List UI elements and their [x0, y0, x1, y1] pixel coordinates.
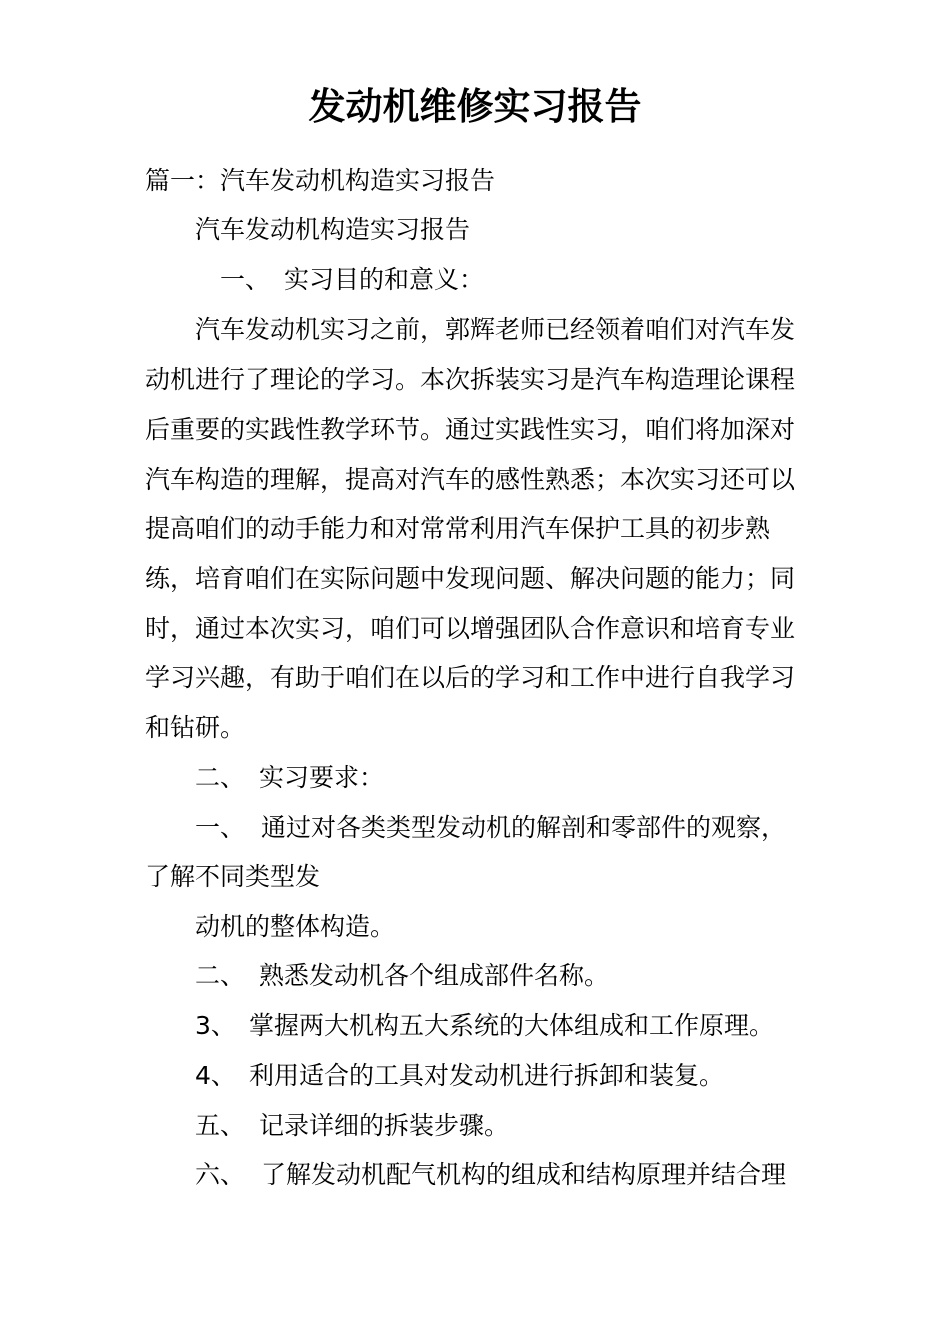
- requirement-continuation: 动机的整体构造。: [195, 912, 396, 941]
- requirement-text: 利用适合的工具对发动机进行拆卸和装复。: [249, 1061, 725, 1090]
- requirement-item: [195, 1009, 774, 1043]
- paragraph-line: 练，培育咱们在实际问题中发现问题、解决问题的能力；同: [145, 564, 796, 593]
- paragraph-line: 汽车构造的理解，提高对汽车的感性熟悉；本次实习还可以: [145, 465, 796, 494]
- paragraph-line: 时，通过本次实习，咱们可以增强团队合作意识和培育专业: [145, 614, 796, 643]
- requirement-item: [195, 811, 786, 845]
- requirement-number: 3、: [195, 1011, 236, 1040]
- requirement-text: 熟悉发动机各个组成部件名称。: [259, 961, 610, 990]
- paragraph-line: 学习兴趣，有助于咱们在以后的学习和工作中进行自我学习: [145, 663, 796, 692]
- requirement-item: [195, 1158, 786, 1192]
- section-heading: 篇一：汽车发动机构造实习报告: [145, 166, 496, 195]
- part1-heading: [220, 263, 484, 297]
- requirement-number: 二、: [195, 961, 246, 990]
- part1-number: 一、: [220, 265, 271, 294]
- part2-text: 实习要求：: [259, 763, 385, 792]
- requirement-text: 了解发动机配气机构的组成和结构原理并结合理: [261, 1160, 787, 1189]
- paragraph-line: 后重要的实践性教学环节。通过实践性实习，咱们将加深对: [145, 415, 796, 444]
- requirement-item: [195, 1059, 724, 1093]
- requirement-text: 掌握两大机构五大系统的大体组成和工作原理。: [249, 1011, 775, 1040]
- paragraph-line: 汽车发动机实习之前，郭辉老师已经领着咱们对汽车发: [195, 315, 796, 344]
- requirement-text: 记录详细的拆装步骤。: [259, 1111, 510, 1140]
- requirement-number: 4、: [195, 1061, 236, 1090]
- document-title: 发动机维修实习报告: [308, 85, 642, 128]
- requirement-number: 六、: [195, 1160, 246, 1189]
- paragraph-line: 提高咱们的动手能力和对常常利用汽车保护工具的初步熟: [145, 514, 771, 543]
- requirement-number: 一、: [195, 813, 246, 842]
- part2-heading: [195, 761, 384, 795]
- requirement-item: [195, 1109, 509, 1143]
- requirement-text: 通过对各类类型发动机的解剖和零部件的观察，: [261, 813, 787, 842]
- part1-text: 实习目的和意义：: [284, 265, 485, 294]
- part2-number: 二、: [195, 763, 246, 792]
- paragraph-line: 和钻研。: [145, 713, 246, 742]
- sub-heading: 汽车发动机构造实习报告: [195, 215, 471, 244]
- paragraph-line: 动机进行了理论的学习。本次拆装实习是汽车构造理论课程: [145, 365, 796, 394]
- requirement-item: [195, 959, 609, 993]
- requirement-number: 五、: [195, 1111, 246, 1140]
- requirement-continuation: 了解不同类型发: [145, 862, 321, 891]
